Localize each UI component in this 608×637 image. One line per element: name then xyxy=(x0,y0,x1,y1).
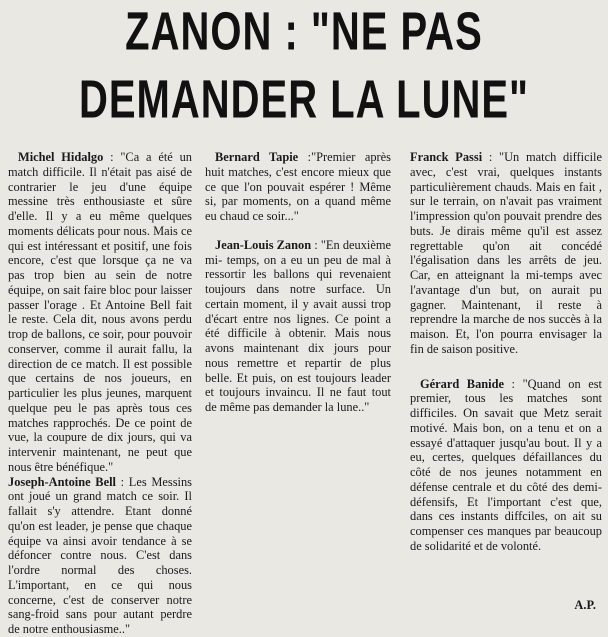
speaker-name: Jean-Louis Zanon xyxy=(215,237,312,252)
article-column-1 xyxy=(8,150,192,637)
article-column-2 xyxy=(205,150,391,415)
quote-text: : "Un match difficile avec, c'est vrai, quelques instants particulièrement chauds. Mais en fait , sur le terrain, on n'avait pas vraiment l'impression qu'on pouvait prendre des buts. Je dirais même qu'il est assez regrettable qu'on ait concédé l'égalisation dans les arrêts de jeu. Car, en atteignant la mi-temps avec l'avantage d'un but, on aurait pu gagner. Maintenant, il reste à reprendre la marche de nos succès à la maison. Et, l'on pourra envisager la fin de saison positive. xyxy=(410,150,602,356)
quote-passi xyxy=(410,150,602,357)
speaker-name: Michel Hidalgo xyxy=(18,150,104,164)
quote-banide xyxy=(410,377,602,554)
headline-line-1: ZANON : "NE PAS xyxy=(125,2,483,62)
quote-text: : Les Messins ont joué un grand match ce soir. Il fallait s'y attendre. Etant donné qu'on est leader, je pense que chaque équipe va ainsi avoir tendance à se défoncer contre nous. C'est dans l'ordre normal des choses. L'important, en ce qui nous concerne, c'est de conserver notre sang-froid sans pour autant perdre de notre enthousiasme.." xyxy=(8,474,192,636)
quote-text: :"Premier après huit matches, c'est encore mieux que ce que l'on pouvait espérer ! Même si, par moments, on a quand même eu chaud ce soir..." xyxy=(205,150,391,223)
quote-tapie xyxy=(205,150,391,224)
article-column-3 xyxy=(410,150,602,554)
speaker-name: Gérard Banide xyxy=(420,376,504,391)
speaker-name: Bernard Tapie xyxy=(215,150,299,164)
quote-bell-start xyxy=(8,475,192,637)
quote-text: : "En deuxième mi- temps, on a eu un peu de mal à ressortir les ballons qui revenaient toujours dans notre surface. Un certain moment, il y avait aussi trop d'écart entre nos lignes. Ce point a été difficile à obtenir. Mais nous avons maintenant dix jours pour nous remettre et repartir de plus belle. Et puis, on est toujours leader et toujours invaincu. Il ne faut tout de même pas demander la lune.." xyxy=(205,237,391,414)
author-signature: A.P. xyxy=(574,598,596,612)
quote-hidalgo xyxy=(8,150,192,475)
quote-text: : "Quand on est premier, tous les matches sont difficiles. On savait que Metz serait motivé. Mais bon, on a tenu et on a essayé d'attaquer jusqu'au bout. Il y a eu, certes, quelques défaillances du côté de nos jeunes notamment en défense centrale et du côté des demi-défensifs, Et l'important c'est que, dans ces instants diffciles, on ait su compenser ces manques par beaucoup de solidarité et de volonté. xyxy=(410,376,602,553)
quote-zanon xyxy=(205,238,391,415)
speaker-name: Franck Passi xyxy=(410,150,483,164)
speaker-name: Joseph-Antoine Bell xyxy=(8,474,116,489)
quote-text: : "Ca a été un match difficile. Il n'était pas aisé de contrarier le jeu d'une équipe messine très enthousiaste et sûre d'elle. Il y a eu même quelques moments délicats pour nous. Mais ce qui est intéressant et positif, une fois encore, c'est que lorsque ça ne va pas trop bien au sein de notre équipe, on sait faire bloc pour laisser passer l'orage . Et Antoine Bell fait le reste. Cela dit, nous avons perdu trop de ballons, ce soir, pour pouvoir conserver, comme il aurait fallu, la direction de ce match. Il est possible que certains de nos joueurs, en particulier les plus jeunes, marquent quelque peu le pas après tous ces matches rapprochés. De ce point de vue, la coupure de dix jours, qui va intervenir maintenant, ne peut que nous être bénéfique." xyxy=(8,150,192,474)
headline-line-2: DEMANDER LA LUNE" xyxy=(78,70,530,130)
